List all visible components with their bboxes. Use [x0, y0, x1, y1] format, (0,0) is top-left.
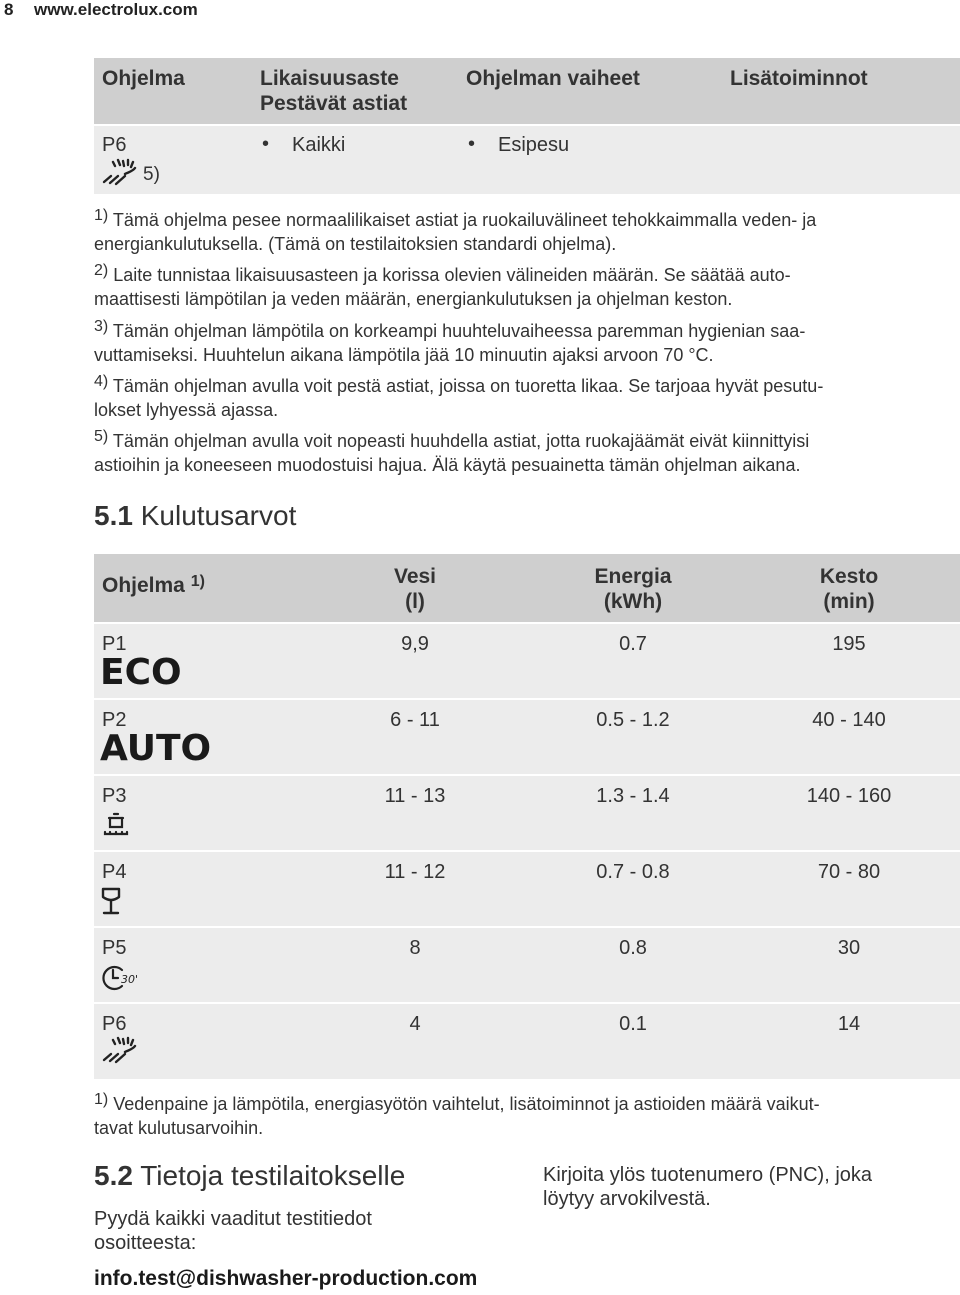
pnc-note: Kirjoita ylös tuotenumero (PNC), joka löytyy arvokilvestä.: [543, 1164, 873, 1210]
water-cell: 6 - 11: [390, 709, 440, 731]
col-header-soil: Likaisuusaste: [260, 67, 399, 90]
test-info-text: Pyydä kaikki vaaditut testitiedot osoitteesta:: [94, 1208, 372, 1254]
svg-text:30': 30': [121, 973, 139, 986]
duration-cell: 195: [832, 633, 866, 655]
test-email: info.test@dishwasher-production.com: [94, 1267, 478, 1290]
energy-cell: 0.1: [619, 1013, 647, 1035]
footnote-5: 5) Tämän ohjelman avulla voit nopeasti huuhdella astiat, jotta ruokajäämät eivät kiinnittyisi astioihin ja koneeseen muodostuisi hajua. Älä käytä pesuainetta tämän ohjelman aikana.: [94, 428, 810, 475]
duration-cell: 70 - 80: [817, 861, 881, 883]
bullet: •: [262, 133, 270, 155]
col-header-options: Lisätoiminnot: [730, 67, 868, 90]
col-header-duration: Kesto (min): [819, 565, 879, 613]
bullet: •: [468, 133, 476, 155]
water-cell: 11 - 12: [384, 861, 446, 883]
water-cell: 9,9: [401, 633, 429, 655]
section-title-5-2: 5.2 Tietoja testilaitokselle: [94, 1160, 406, 1191]
program-cell: P4: [102, 861, 127, 883]
page-header: [0, 0, 960, 20]
energy-cell: 0.5 - 1.2: [596, 709, 670, 731]
consumption-footnote: 1) Vedenpaine ja lämpötila, energiasyötön vaihtelut, lisätoiminnot ja astioiden määrä vaikut- tavat kulutusarvoihin.: [94, 1091, 820, 1138]
program-footnote-ref: 5): [143, 164, 160, 185]
duration-cell: 140 - 160: [806, 785, 892, 807]
col-header-program: Ohjelma: [102, 67, 185, 90]
duration-cell: 40 - 140: [812, 709, 886, 731]
program-cell: P3: [102, 785, 127, 807]
energy-cell: 0.7: [619, 633, 647, 655]
rinse-icon: [101, 158, 137, 186]
energy-cell: 0.8: [619, 937, 647, 959]
soil-cell: Kaikki: [292, 134, 346, 156]
program-cell: P2: [102, 709, 127, 731]
program-cell: P6: [102, 1013, 127, 1035]
footnote-3: 3) Tämän ohjelman lämpötila on korkeampi huuhteluvaiheessa paremman hygienian saa- vuttamiseksi. Huuhtelun aikana lämpötila jää 10 minuutin ajaksi arvoon 70 °C.: [94, 318, 806, 365]
phase-cell: Esipesu: [498, 134, 570, 156]
col-header-phases: Ohjelman vaiheet: [466, 67, 640, 90]
energy-cell: 0.7 - 0.8: [596, 861, 670, 883]
duration-cell: 14: [837, 1013, 861, 1035]
auto-logo: AUTO: [100, 728, 212, 769]
program-cell: P6: [102, 134, 127, 156]
site-url: www.electrolux.com: [34, 0, 198, 19]
intensive-pots-icon: [102, 812, 130, 838]
duration-cell: 30: [837, 937, 861, 959]
water-cell: 11 - 13: [384, 785, 446, 807]
water-cell: 8: [409, 937, 421, 959]
section-title-5-1: 5.1 Kulutusarvot: [94, 500, 297, 531]
footnote-4: 4) Tämän ohjelman avulla voit pestä astiat, joissa on tuoretta likaa. Se tarjoaa hyvät pesutu- lokset lyhyessä ajassa.: [94, 373, 824, 420]
footnote-2: 2) Laite tunnistaa likaisuusasteen ja korissa olevien välineiden määrän. Se säätää auto- maattisesti lämpötilan ja veden määrän, energiankulutuksen ja ohjelman keston.: [94, 262, 791, 309]
col-header-energy: Energia (kWh): [594, 565, 672, 613]
water-cell: 4: [409, 1013, 421, 1035]
program-cell: P5: [102, 937, 127, 959]
footnote-1: 1) Tämä ohjelma pesee normaalilikaiset astiat ja ruokailuvälineet tehokkaimmalla veden- ja energiankulutuksella. (Tämä on testilaitoksien standardi ohjelma).: [94, 207, 817, 254]
col-header-water: Vesi (l): [393, 565, 437, 613]
eco-logo: ECO: [100, 652, 182, 693]
rinse-icon: [101, 1036, 137, 1064]
col-header-program: Ohjelma $^{1)}$: [102, 573, 205, 597]
glass-icon: [100, 886, 122, 916]
energy-cell: 1.3 - 1.4: [596, 785, 670, 807]
page-number: 8: [4, 0, 14, 19]
program-cell: P1: [102, 633, 127, 655]
col-header-soil-sub: Pestävät astiat: [260, 92, 408, 115]
quick-30-icon: [100, 962, 140, 992]
